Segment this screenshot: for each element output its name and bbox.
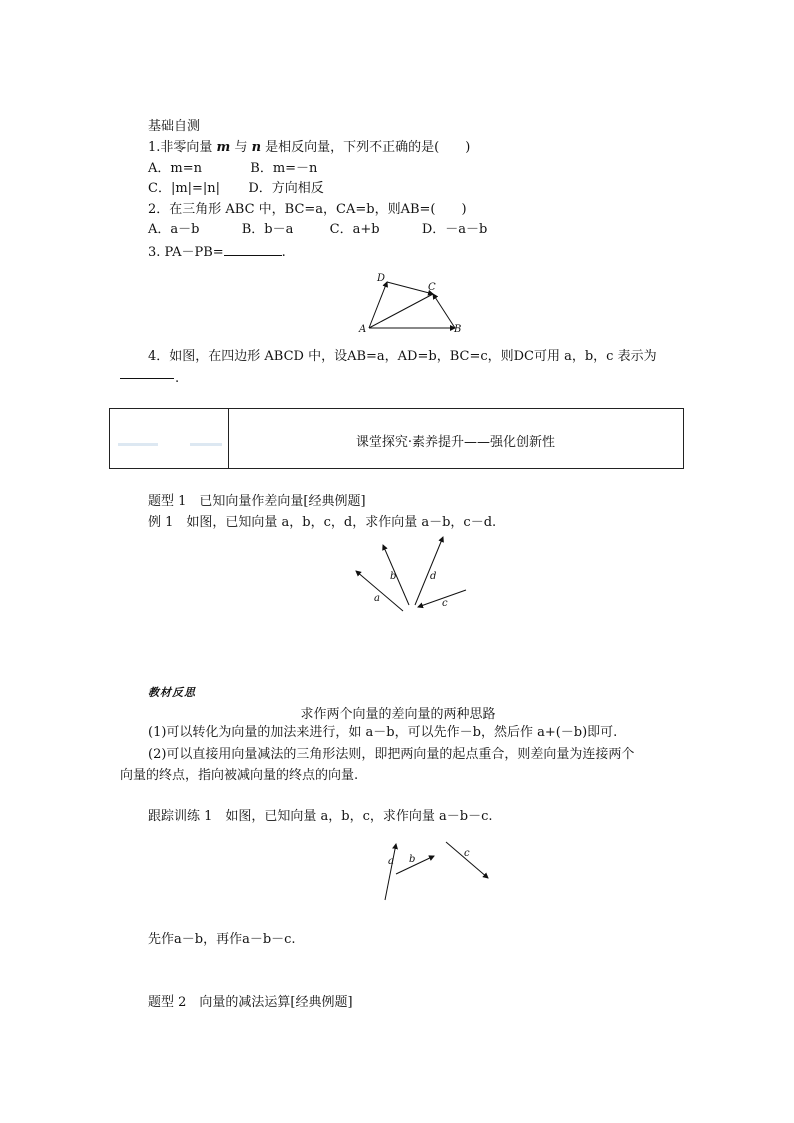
q1-stem-mid: 与	[230, 140, 252, 155]
practice1-figure	[382, 838, 492, 904]
q4-tail: .	[175, 371, 180, 386]
section-banner	[109, 408, 684, 469]
label-practice-b: b	[409, 854, 416, 865]
q2-option-c: C．a+b	[329, 222, 380, 237]
label-vec-b: b	[390, 571, 397, 582]
reflection-title: 求作两个向量的差向量的两种思路	[300, 707, 496, 722]
example1-figure	[352, 535, 470, 615]
q1-options-row2	[148, 180, 324, 198]
q1-var-m: m	[216, 140, 231, 155]
vector-dc	[387, 282, 433, 294]
q3-tail: .	[281, 245, 286, 260]
vector-bc	[433, 294, 455, 328]
q2-options	[148, 221, 487, 239]
q1-option-d: D．方向相反	[248, 181, 324, 196]
reflection-p2-line1: (2)可以直接用向量减法的三角形法则，即把两向量的起点重合，则差向量为连接两个	[148, 747, 635, 762]
question-3	[148, 243, 286, 262]
type2-title: 题型 2 向量的减法运算[经典例题]	[148, 995, 353, 1010]
diagonal-ac	[369, 294, 433, 328]
reflection-p1: (1)可以转化为向量的加法来进行，如 a－b，可以先作－b，然后作 a+(－b)即可.	[148, 725, 618, 740]
practice-1: 跟踪训练 1 如图，已知向量 a，b，c，求作向量 a－b－c.	[148, 809, 493, 824]
q1-stem-pre: 1.非零向量	[148, 140, 217, 155]
q3-answer-blank	[224, 243, 282, 256]
q1-option-c: C．|m|=|n|	[148, 181, 221, 196]
q1-option-b: B．m=－n	[250, 161, 318, 176]
example-1: 例 1 如图，已知向量 a，b，c，d，求作向量 a－b，c－d.	[148, 515, 497, 530]
q2-option-a: A．a－b	[148, 222, 200, 237]
label-practice-a: a	[388, 856, 394, 867]
question-4: 4．如图，在四边形 ABCD 中，设AB=a，AD=b，BC=c，则DC可用 a，b，c 表示为	[148, 349, 657, 364]
banner-decoration-cell	[110, 409, 229, 468]
label-b: B	[454, 324, 462, 335]
label-vec-a: a	[374, 593, 380, 604]
q1-option-a: A．m=n	[148, 161, 202, 176]
q3-stem: 3. PA－PB=	[148, 245, 224, 260]
type1-title: 题型 1 已知向量作差向量[经典例题]	[148, 494, 366, 509]
q2-option-d: D．－a－b	[421, 222, 488, 237]
label-practice-c: c	[464, 848, 470, 859]
reflection-heading: 教材反思	[148, 686, 196, 699]
label-d: D	[377, 273, 386, 284]
q1-stem-post: 是相反向量，下列不正确的是( )	[261, 140, 471, 155]
question-2: 2．在三角形 ABC 中，BC=a，CA=b，则AB=( )	[148, 202, 467, 217]
vector-d	[415, 537, 443, 605]
quadrilateral-figure	[355, 270, 465, 338]
label-a: A	[359, 324, 367, 335]
q1-options-row1	[148, 160, 317, 178]
label-vec-c: c	[442, 598, 448, 609]
section-heading: 基础自测	[148, 119, 201, 134]
q2-option-b: B．b－a	[241, 222, 294, 237]
question-1	[148, 139, 470, 157]
answer-1: 先作a－b，再作a－b－c.	[148, 932, 296, 947]
banner-title: 课堂探究·素养提升——强化创新性	[355, 435, 556, 450]
reflection-p2-line2: 向量的终点，指向被减向量的终点的向量.	[120, 768, 359, 783]
banner-decor-bar-1	[118, 443, 158, 446]
banner-decor-bar-2	[190, 443, 222, 446]
q1-var-n: n	[251, 140, 262, 155]
label-vec-d: d	[430, 571, 437, 582]
label-c: C	[428, 282, 436, 293]
vector-ad	[369, 282, 387, 328]
vector-a-practice	[385, 844, 396, 900]
q4-answer-blank	[120, 378, 174, 379]
